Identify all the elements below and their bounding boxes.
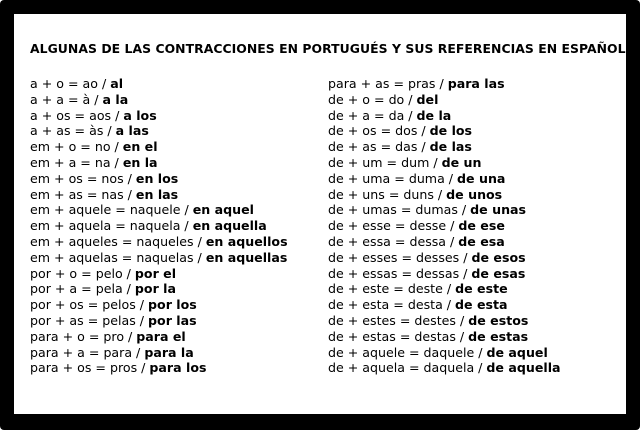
- spanish-equivalent: de ese: [458, 218, 505, 234]
- spanish-equivalent: en aquel: [192, 202, 254, 218]
- portuguese-formula: em + aquelas = naquelas /: [30, 249, 206, 265]
- portuguese-formula: de + uma = duma /: [328, 170, 458, 186]
- spanish-equivalent: de estos: [468, 312, 529, 328]
- contraction-row: [328, 202, 561, 218]
- contraction-row: [30, 123, 288, 139]
- spanish-equivalent: de las: [429, 139, 472, 155]
- portuguese-formula: de + estas = destas /: [328, 328, 469, 344]
- contraction-row: [328, 123, 561, 139]
- contraction-row: [328, 139, 561, 155]
- portuguese-formula: em + as = nas /: [30, 186, 136, 202]
- spanish-equivalent: para las: [447, 76, 505, 91]
- portuguese-formula: de + estes = destes /: [328, 312, 469, 328]
- spanish-equivalent: de esa: [458, 233, 505, 249]
- portuguese-formula: em + aquele = naquele /: [30, 202, 193, 218]
- spanish-equivalent: de unos: [446, 186, 503, 202]
- spanish-equivalent: a la: [102, 91, 129, 107]
- spanish-equivalent: de unas: [470, 202, 527, 218]
- contraction-row: [328, 187, 561, 203]
- contraction-row: [328, 92, 561, 108]
- spanish-equivalent: del: [416, 91, 439, 107]
- portuguese-formula: de + esses = desses /: [328, 249, 472, 265]
- contraction-row: [30, 297, 288, 313]
- contraction-row: [30, 281, 288, 297]
- contraction-row: [30, 345, 288, 361]
- contraction-row: [328, 171, 561, 187]
- spanish-equivalent: para los: [149, 360, 207, 376]
- portuguese-formula: de + essas = dessas /: [328, 265, 472, 281]
- contraction-row: [328, 313, 561, 329]
- spanish-equivalent: a las: [115, 123, 149, 139]
- portuguese-formula: para + o = pro /: [30, 328, 137, 344]
- spanish-equivalent: de esas: [471, 265, 526, 281]
- contraction-row: [328, 108, 561, 124]
- spanish-equivalent: de un: [441, 154, 482, 170]
- contraction-row: [30, 360, 288, 376]
- page-title: ALGUNAS DE LAS CONTRACCIONES EN PORTUGUÉS Y SUS REFERENCIAS EN ESPAÑOL:: [30, 41, 631, 56]
- spanish-equivalent: de esos: [471, 249, 526, 265]
- spanish-equivalent: por el: [134, 265, 177, 281]
- contraction-row: [30, 234, 288, 250]
- portuguese-formula: a + os = aos /: [30, 107, 124, 123]
- contraction-row: [30, 155, 288, 171]
- contractions-columns: [30, 76, 626, 396]
- portuguese-formula: de + um = dum /: [328, 154, 442, 170]
- spanish-equivalent: en la: [122, 154, 158, 170]
- portuguese-formula: de + essa = dessa /: [328, 233, 459, 249]
- right-column: [328, 76, 561, 376]
- portuguese-formula: de + aquela = daquela /: [328, 360, 487, 376]
- contraction-row: [328, 360, 561, 376]
- contraction-row: [30, 266, 288, 282]
- contraction-row: [328, 218, 561, 234]
- portuguese-formula: para + os = pros /: [30, 360, 150, 376]
- portuguese-formula: por + as = pelas /: [30, 312, 149, 328]
- spanish-equivalent: por los: [148, 297, 197, 313]
- portuguese-formula: de + as = das /: [328, 139, 430, 155]
- spanish-equivalent: por las: [148, 312, 197, 328]
- portuguese-formula: de + o = do /: [328, 91, 417, 107]
- contraction-row: [30, 187, 288, 203]
- spanish-equivalent: de la: [416, 107, 452, 123]
- contraction-row: [30, 218, 288, 234]
- contraction-row: [328, 76, 561, 92]
- contraction-row: [30, 250, 288, 266]
- spanish-equivalent: de los: [429, 123, 473, 139]
- spanish-equivalent: de esta: [455, 297, 508, 313]
- spanish-equivalent: para el: [136, 328, 186, 344]
- portuguese-formula: de + aquele = daquele /: [328, 344, 487, 360]
- portuguese-formula: de + os = dos /: [328, 123, 430, 139]
- spanish-equivalent: de aquel: [486, 344, 548, 360]
- contraction-row: [328, 234, 561, 250]
- portuguese-formula: a + a = à /: [30, 91, 103, 107]
- spanish-equivalent: en las: [135, 186, 179, 202]
- portuguese-formula: de + esse = desse /: [328, 218, 459, 234]
- spanish-equivalent: de una: [457, 170, 506, 186]
- left-column: [30, 76, 288, 376]
- portuguese-formula: em + o = no /: [30, 139, 123, 155]
- contraction-row: [328, 345, 561, 361]
- contraction-row: [30, 108, 288, 124]
- contraction-row: [30, 329, 288, 345]
- spanish-equivalent: en aquella: [192, 218, 267, 234]
- spanish-equivalent: de aquella: [486, 360, 561, 376]
- portuguese-formula: para + a = para /: [30, 344, 145, 360]
- spanish-equivalent: en el: [122, 139, 158, 155]
- contraction-row: [328, 297, 561, 313]
- contractions-panel: [14, 14, 631, 414]
- spanish-equivalent: en los: [135, 170, 179, 186]
- spanish-equivalent: por la: [134, 281, 176, 297]
- spanish-equivalent: al: [110, 76, 124, 91]
- portuguese-formula: para + as = pras /: [328, 76, 448, 91]
- contraction-row: [30, 202, 288, 218]
- contraction-row: [30, 92, 288, 108]
- portuguese-formula: por + os = pelos /: [30, 297, 149, 313]
- contraction-row: [328, 155, 561, 171]
- contraction-row: [30, 76, 288, 92]
- contraction-row: [30, 139, 288, 155]
- portuguese-formula: por + o = pelo /: [30, 265, 135, 281]
- portuguese-formula: em + os = nos /: [30, 170, 136, 186]
- spanish-equivalent: de este: [455, 281, 508, 297]
- contraction-row: [328, 266, 561, 282]
- portuguese-formula: por + a = pela /: [30, 281, 135, 297]
- spanish-equivalent: para la: [144, 344, 194, 360]
- portuguese-formula: de + umas = dumas /: [328, 202, 471, 218]
- contraction-row: [328, 329, 561, 345]
- spanish-equivalent: en aquellas: [205, 249, 288, 265]
- portuguese-formula: a + as = às /: [30, 123, 116, 139]
- portuguese-formula: em + aquela = naquela /: [30, 218, 193, 234]
- spanish-equivalent: a los: [123, 107, 157, 123]
- contraction-row: [328, 281, 561, 297]
- contraction-row: [30, 171, 288, 187]
- portuguese-formula: de + uns = duns /: [328, 186, 447, 202]
- spanish-equivalent: de estas: [468, 328, 529, 344]
- portuguese-formula: a + o = ao /: [30, 76, 111, 91]
- portuguese-formula: em + aqueles = naqueles /: [30, 233, 206, 249]
- contraction-row: [30, 313, 288, 329]
- spanish-equivalent: en aquellos: [205, 233, 288, 249]
- portuguese-formula: em + a = na /: [30, 154, 123, 170]
- portuguese-formula: de + esta = desta /: [328, 297, 456, 313]
- contraction-row: [328, 250, 561, 266]
- portuguese-formula: de + este = deste /: [328, 281, 456, 297]
- portuguese-formula: de + a = da /: [328, 107, 417, 123]
